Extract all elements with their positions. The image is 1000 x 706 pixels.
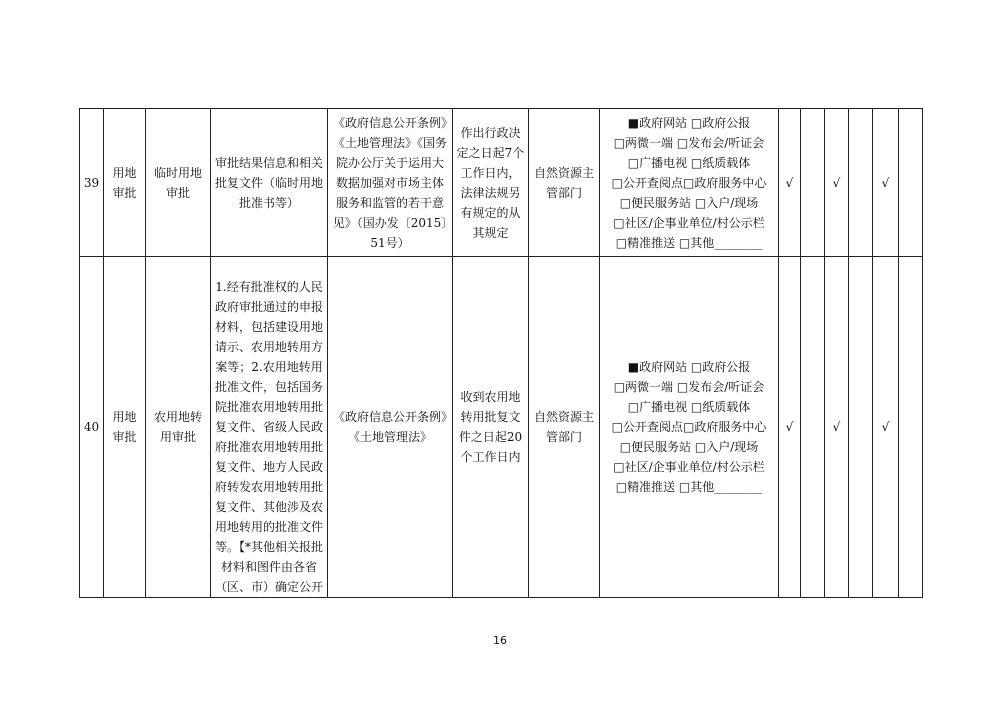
check-mark	[899, 257, 923, 598]
channel-line: □公开查阅点□政府服务中心	[611, 175, 767, 190]
department-cell: 自然资源主管部门	[529, 109, 600, 257]
item-cell: 农用地转用审批	[146, 257, 211, 598]
content-cell: 1.经有批准权的人民政府审批通过的申报材料，包括建设用地请示、农用地转用方案等；2.农用地转用批准文件，包括国务院批准农用地转用批复文件、省级人民政府批准农用地转用批复文件、地方人民政府转发农用地转用批复文件、其他涉及农用地转用的批准文件等。【*其他相关报批材料和图件由各省（区、市）确定公开	[211, 257, 328, 598]
channel-line: □广播电视 □纸质载体	[627, 400, 751, 414]
check-mark: √	[825, 109, 849, 257]
channel-line: □两微一端 □发布会/听证会	[613, 135, 765, 150]
channels-cell	[600, 257, 779, 598]
channel-line: □两微一端 □发布会/听证会	[613, 380, 765, 394]
channel-line: ■政府网站 □政府公报	[627, 115, 751, 130]
category-cell: 用地审批	[104, 109, 146, 257]
content-cell: 审批结果信息和相关批复文件（临时用地批准书等）	[211, 109, 328, 257]
channel-line: ■政府网站 □政府公报	[627, 360, 751, 374]
channel-line: □精准推送 □其他________	[615, 235, 763, 250]
item-cell: 临时用地审批	[146, 109, 211, 257]
basis-cell: 《政府信息公开条例》《土地管理法》《国务院办公厅关于运用大数据加强对市场主体服务和监管的若干意见》（国办发〔2015〕51号）	[328, 109, 453, 257]
check-mark	[801, 109, 825, 257]
time-limit-cell: 作出行政决定之日起7个工作日内，法律法规另有规定的从其规定	[453, 109, 529, 257]
basis-cell: 《政府信息公开条例》《土地管理法》	[328, 257, 453, 598]
check-mark	[899, 109, 923, 257]
channel-line: □社区/企事业单位/村公示栏	[613, 460, 765, 474]
check-mark: √	[873, 109, 899, 257]
channel-line: □公开查阅点□政府服务中心	[611, 420, 767, 434]
disclosure-table	[79, 108, 923, 598]
row-index: 39	[80, 109, 104, 257]
channel-line: □社区/企事业单位/村公示栏	[613, 215, 765, 230]
table-row	[80, 257, 923, 598]
channel-line: □便民服务站 □入户/现场	[619, 440, 759, 454]
channel-line: □精准推送 □其他________	[615, 480, 763, 494]
check-mark: √	[825, 257, 849, 598]
channel-line: □便民服务站 □入户/现场	[619, 195, 759, 210]
time-limit-cell: 收到农用地转用批复文件之日起20个工作日内	[453, 257, 529, 598]
check-mark	[849, 109, 873, 257]
check-mark: √	[779, 109, 801, 257]
row-index: 40	[80, 257, 104, 598]
check-mark	[849, 257, 873, 598]
channel-line: □广播电视 □纸质载体	[627, 155, 751, 170]
check-mark	[801, 257, 825, 598]
page-number: 16	[493, 634, 507, 647]
department-cell: 自然资源主管部门	[529, 257, 600, 598]
check-mark: √	[873, 257, 899, 598]
category-cell: 用地审批	[104, 257, 146, 598]
channels-cell	[600, 109, 779, 257]
table-row	[80, 109, 923, 257]
check-mark: √	[779, 257, 801, 598]
